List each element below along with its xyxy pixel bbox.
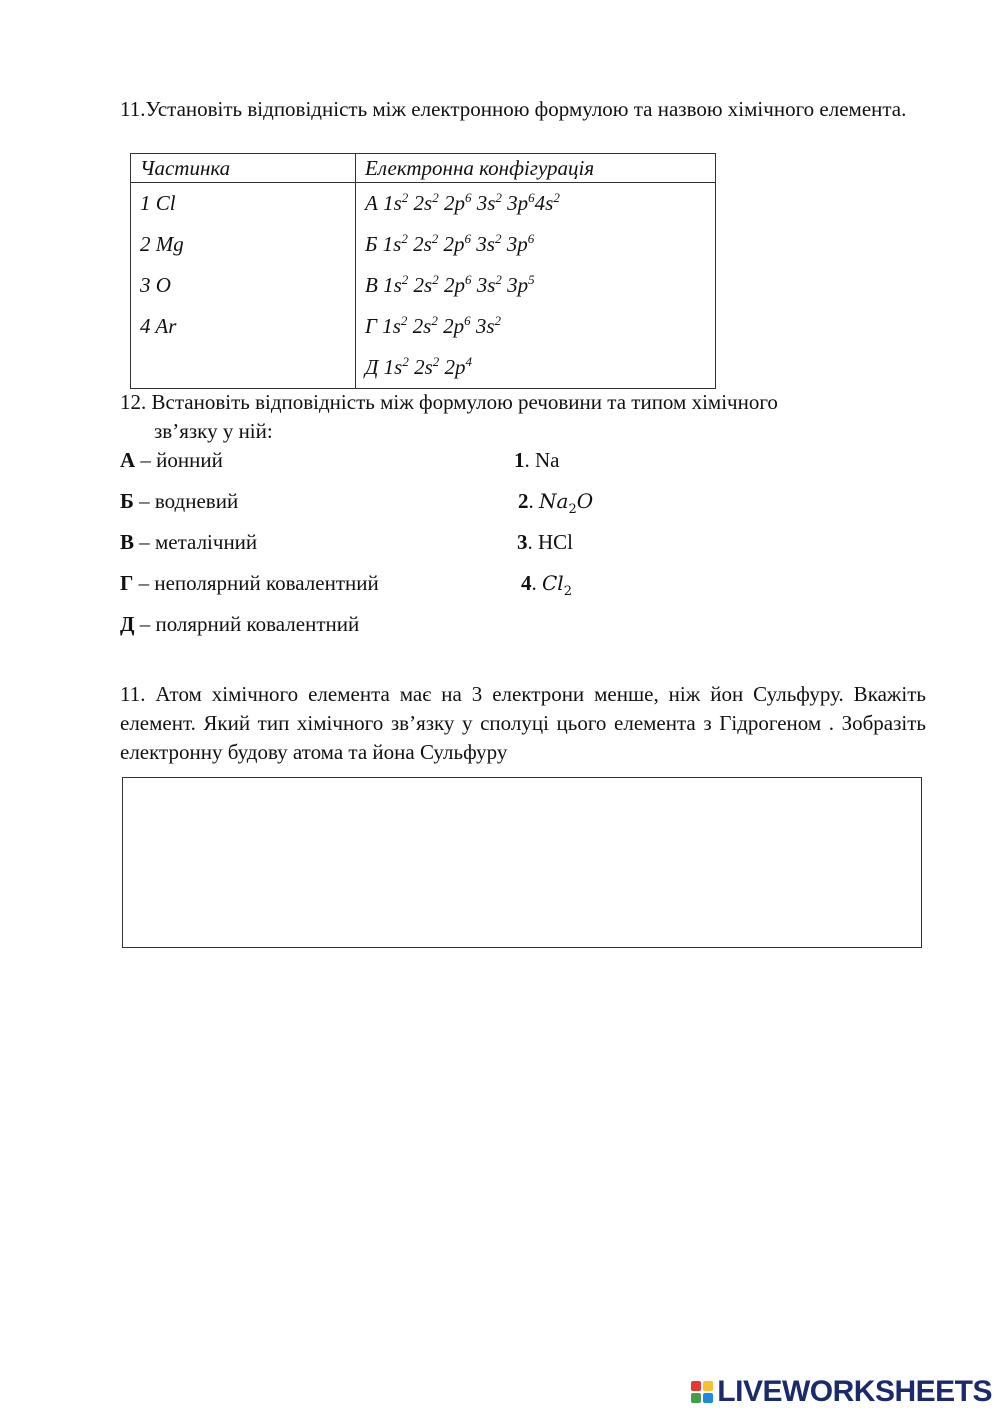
bond-type-letter: А [120, 448, 136, 472]
orbital: 3s [475, 314, 495, 338]
orbital: 2p [443, 191, 465, 215]
orbital: 2p [443, 232, 465, 256]
orbital: 2p [443, 314, 465, 338]
answer-box[interactable] [122, 777, 922, 948]
liveworksheets-logo [691, 1375, 992, 1409]
formula-text: $Na_2O$ [539, 489, 594, 517]
config-item [365, 183, 706, 224]
orbital-electrons: 5 [528, 272, 535, 287]
orbital-electrons: 2 [432, 354, 440, 369]
logo-square [703, 1393, 713, 1403]
orbital-electrons: 6 [464, 231, 472, 246]
orbital-electrons: 6 [528, 190, 535, 205]
bond-type-letter: В [120, 530, 135, 554]
particle-item: 1 Cl [140, 191, 176, 215]
bond-type-label: – неполярний ковалентний [133, 571, 379, 595]
orbital: 2s [413, 273, 433, 297]
bond-type-label: – полярний ковалентний [134, 612, 360, 636]
table-header-row [131, 154, 716, 183]
orbital-electrons: 2 [431, 231, 439, 246]
orbital-electrons: 2 [494, 231, 502, 246]
config-letter: Г [365, 314, 383, 338]
orbital: 3p [507, 191, 529, 215]
table-body-row [131, 183, 716, 389]
orbital-electrons: 2 [400, 313, 408, 328]
formula-item: 3. HCl [517, 530, 574, 554]
config-item [365, 224, 706, 265]
orbital-electrons: 6 [464, 313, 471, 328]
bond-type-letter: Б [120, 489, 134, 513]
configurations-column [356, 183, 716, 389]
logo-square [691, 1393, 701, 1403]
orbital: 2s [413, 232, 432, 256]
electron-config-table [130, 153, 716, 389]
orbital-electrons: 2 [401, 231, 408, 246]
formula-item: 2. $Na_2O$ [518, 489, 594, 517]
bond-type-item [120, 447, 223, 473]
task-sulfur-question: 11. Атом хімічного елемента має на 3 електрони менше, ніж йон Сульфуру. Вкажіть елемент. Який тип хімічного зв’язку у сполуці цього елемента з Гідрогеном . Зобразіть електронну будову атома та йона Сульфуру [120, 682, 926, 764]
orbital-electrons: 2 [401, 190, 409, 205]
task-12-question-line1: 12. Встановіть відповідність між формулою речовини та типом хімічного [120, 390, 778, 414]
orbital-electrons: 2 [495, 190, 502, 205]
formula-item: 4. $Cl_2$ [521, 571, 572, 599]
orbital: 2s [412, 314, 432, 338]
orbital-electrons: 4 [465, 354, 472, 369]
header-particle: Частинка [131, 154, 356, 183]
orbital-electrons: 2 [431, 313, 438, 328]
config-letter: Б [365, 232, 383, 256]
formula-number: 1 [514, 448, 525, 472]
orbital: 2s [414, 355, 433, 379]
config-item [365, 265, 706, 306]
bond-type-label: – водневий [133, 489, 239, 513]
orbital: 1s [383, 273, 402, 297]
orbital: 2p [444, 355, 466, 379]
orbital: 2s [413, 191, 433, 215]
config-item [365, 306, 706, 347]
orbital: 3s [476, 232, 495, 256]
orbital-electrons: 2 [432, 190, 439, 205]
orbital: 3s [476, 191, 496, 215]
header-configuration: Електронна конфігурація [356, 154, 716, 183]
bond-type-letter: Г [120, 571, 134, 595]
orbital: 3s [476, 273, 496, 297]
orbital-electrons: 2 [494, 313, 502, 328]
orbital: 3p [507, 273, 529, 297]
particle-item: 3 O [140, 273, 171, 297]
logo-text: LIVEWORKSHEETS [717, 1375, 992, 1408]
orbital-electrons: 2 [401, 272, 409, 287]
orbital-electrons: 6 [464, 190, 472, 205]
bond-type-letter: Д [120, 612, 135, 636]
orbital: 1s [383, 355, 403, 379]
bond-type-item [120, 529, 257, 555]
orbital-electrons: 2 [495, 272, 502, 287]
orbital-electrons: 2 [432, 272, 439, 287]
config-item [365, 347, 706, 388]
config-letter: В [365, 273, 384, 297]
logo-square [703, 1381, 713, 1391]
bond-type-item [120, 488, 238, 514]
formula-text: $Cl_2$ [542, 571, 572, 599]
bond-type-label: – йонний [135, 448, 223, 472]
orbital: 2p [443, 273, 465, 297]
bond-type-label: – металічний [134, 530, 258, 554]
orbital: 3p [506, 232, 528, 256]
task-12-question-line2: зв’язку у ній: [154, 419, 273, 443]
logo-square [691, 1381, 701, 1391]
particles-column [131, 183, 356, 389]
orbital-electrons: 2 [553, 190, 560, 205]
config-letter: Д [365, 355, 384, 379]
particle-item: 2 Mg [140, 232, 184, 256]
formula-item: 1. Na [514, 448, 560, 472]
bond-type-item [120, 570, 379, 596]
orbital-electrons: 6 [464, 272, 472, 287]
formula-text: Na [535, 448, 560, 472]
task-11-question: 11.Установіть відповідність між електронною формулою та назвою хімічного елемента. [120, 97, 907, 121]
config-letter: А [365, 191, 384, 215]
bond-type-item [120, 611, 359, 637]
logo-mark [691, 1381, 713, 1403]
formula-number: 3 [517, 530, 528, 554]
formula-number: 4 [521, 571, 532, 595]
orbital: 4s [534, 191, 554, 215]
orbital: 1s [382, 232, 402, 256]
orbital-electrons: 2 [402, 354, 409, 369]
formula-text: HCl [538, 530, 574, 554]
orbital-electrons: 6 [527, 231, 535, 246]
formula-number: 2 [518, 489, 529, 513]
orbital: 1s [382, 314, 401, 338]
orbital: 1s [383, 191, 402, 215]
particle-item: 4 Ar [140, 314, 177, 338]
